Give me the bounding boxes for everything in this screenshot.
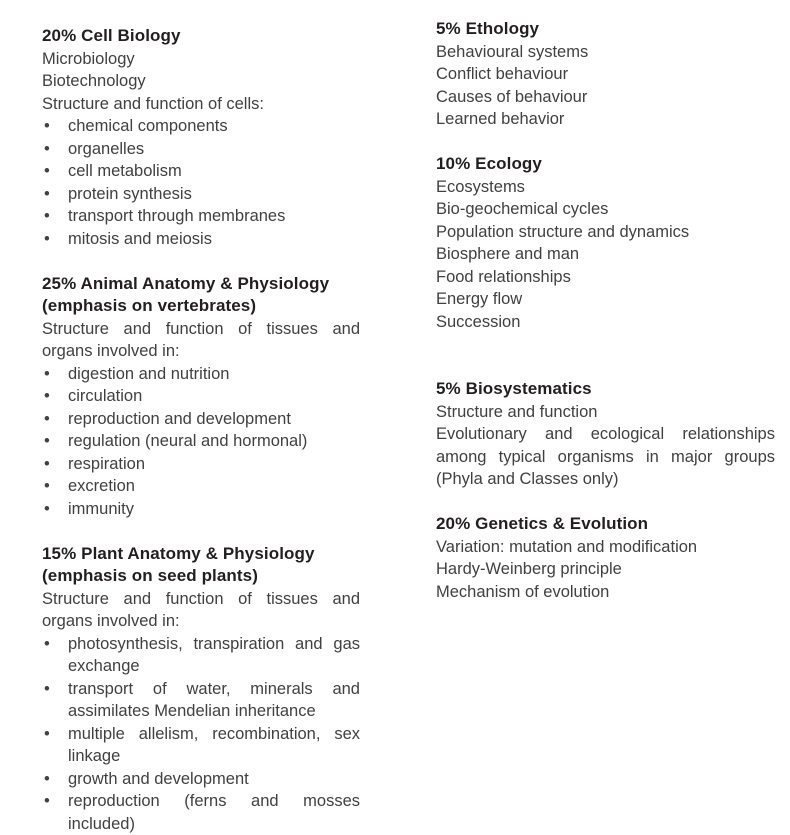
section-heading: 10% Ecology	[436, 154, 542, 173]
text-line: growth and development	[68, 769, 249, 788]
bullet-item	[42, 160, 360, 183]
item-lines	[68, 453, 360, 476]
item-lines	[436, 581, 775, 604]
topic-section	[436, 18, 775, 131]
text-item	[436, 108, 775, 131]
text-line: Learned behavior	[436, 110, 565, 128]
text-line: linkage	[68, 747, 121, 765]
text-line: multiple allelism, recombination, sex	[68, 724, 360, 743]
bullet-icon: •	[44, 364, 50, 383]
text-item	[436, 198, 775, 221]
item-lines	[436, 243, 775, 266]
text-line: among typical organisms in major groups	[436, 447, 775, 466]
item-lines	[42, 318, 360, 363]
text-line: organs involved in:	[42, 612, 180, 630]
text-line: Energy flow	[436, 290, 523, 308]
item-lines	[42, 48, 360, 71]
text-item	[436, 288, 775, 311]
text-line: Conflict behaviour	[436, 65, 569, 83]
item-lines	[68, 430, 360, 453]
item-lines	[436, 558, 775, 581]
bullet-item	[42, 385, 360, 408]
bullet-icon: •	[44, 477, 50, 495]
text-line: Population structure and dynamics	[436, 222, 690, 241]
topic-section	[42, 273, 360, 521]
text-line: Biosphere and man	[436, 245, 580, 263]
section-heading: 5% Ethology	[436, 19, 540, 38]
item-lines	[68, 678, 360, 723]
bullet-item	[42, 790, 360, 835]
text-line: Structure and function of cells:	[42, 94, 264, 113]
text-line: Evolutionary and ecological relationships	[436, 425, 775, 443]
text-line: assimilates Mendelian inheritance	[68, 702, 316, 720]
bullet-icon: •	[44, 679, 50, 698]
bullet-icon: •	[44, 387, 50, 405]
text-line: organs involved in:	[42, 342, 180, 360]
bullet-item	[42, 408, 360, 431]
item-lines	[68, 228, 360, 251]
bullet-icon: •	[44, 724, 50, 743]
text-line: Food relationships	[436, 267, 571, 286]
item-lines	[68, 475, 360, 498]
text-item	[42, 318, 360, 363]
bullet-item	[42, 115, 360, 138]
item-lines	[68, 723, 360, 768]
section-heading: 20% Genetics & Evolution	[436, 514, 649, 533]
topic-section	[436, 153, 775, 333]
bullet-icon: •	[44, 162, 50, 180]
item-lines	[68, 408, 360, 431]
bullet-icon: •	[44, 229, 50, 248]
item-lines	[68, 160, 360, 183]
text-line: Bio-geochemical cycles	[436, 200, 609, 218]
item-lines	[436, 108, 775, 131]
text-line: Microbiology	[42, 49, 135, 68]
text-item	[42, 70, 360, 93]
text-item	[436, 401, 775, 424]
item-lines	[436, 41, 775, 64]
item-lines	[436, 266, 775, 289]
bullet-icon: •	[44, 432, 50, 450]
bullet-icon: •	[44, 634, 50, 653]
text-item	[42, 93, 360, 116]
bullet-icon: •	[44, 409, 50, 428]
item-lines	[68, 768, 360, 791]
text-line: Variation: mutation and modification	[436, 537, 698, 556]
bullet-item	[42, 205, 360, 228]
text-line: exchange	[68, 657, 140, 675]
text-line: included)	[68, 814, 135, 833]
text-item	[436, 176, 775, 199]
text-line: Hardy-Weinberg principle	[436, 560, 622, 578]
item-lines	[436, 221, 775, 244]
text-line: reproduction (ferns and mosses	[68, 792, 360, 810]
section-heading: (emphasis on vertebrates)	[42, 296, 257, 315]
bullet-icon: •	[44, 792, 50, 810]
bullet-item	[42, 430, 360, 453]
bullet-icon: •	[44, 117, 50, 135]
text-line: immunity	[68, 499, 135, 518]
bullet-item	[42, 768, 360, 791]
text-line: Causes of behaviour	[436, 87, 588, 106]
text-item	[42, 588, 360, 633]
item-lines	[436, 86, 775, 109]
item-lines	[42, 588, 360, 633]
item-lines	[436, 288, 775, 311]
section-heading: 25% Animal Anatomy & Physiology	[42, 273, 330, 293]
item-lines	[68, 498, 360, 521]
bullet-icon: •	[44, 454, 50, 473]
topic-section	[436, 513, 775, 603]
text-line: respiration	[68, 454, 146, 473]
text-line: protein synthesis	[68, 184, 192, 203]
item-lines	[436, 423, 775, 491]
text-item	[42, 48, 360, 71]
text-line: Mechanism of evolution	[436, 582, 610, 601]
text-item	[436, 221, 775, 244]
item-lines	[42, 70, 360, 93]
text-line: reproduction and development	[68, 409, 291, 428]
text-line: Biotechnology	[42, 72, 146, 90]
topic-section	[42, 25, 360, 250]
section-heading: 20% Cell Biology	[42, 26, 181, 45]
item-lines	[436, 311, 775, 334]
text-line: Succession	[436, 312, 521, 331]
item-lines	[68, 205, 360, 228]
topic-section	[436, 378, 775, 491]
bullet-icon: •	[44, 499, 50, 518]
section-heading: (emphasis on seed plants)	[42, 566, 258, 585]
text-line: circulation	[68, 387, 143, 405]
text-item	[436, 581, 775, 604]
item-lines	[436, 401, 775, 424]
text-line: (Phyla and Classes only)	[436, 470, 619, 488]
item-lines	[68, 385, 360, 408]
text-line: regulation (neural and hormonal)	[68, 432, 308, 450]
column-right	[436, 18, 775, 835]
text-item	[436, 41, 775, 64]
item-lines	[436, 536, 775, 559]
text-item	[436, 86, 775, 109]
column-left	[42, 18, 360, 835]
item-lines	[68, 363, 360, 386]
bullet-icon: •	[44, 207, 50, 225]
bullet-icon: •	[44, 184, 50, 203]
section-heading: 5% Biosystematics	[436, 379, 592, 398]
text-line: Structure and function of tissues and	[42, 319, 360, 338]
bullet-item	[42, 453, 360, 476]
item-lines	[42, 93, 360, 116]
text-line: Structure and function	[436, 402, 598, 421]
text-item	[436, 311, 775, 334]
text-item	[436, 243, 775, 266]
bullet-item	[42, 723, 360, 768]
text-line: excretion	[68, 477, 135, 495]
item-lines	[68, 138, 360, 161]
text-item	[436, 266, 775, 289]
item-lines	[68, 115, 360, 138]
bullet-item	[42, 183, 360, 206]
text-line: Behavioural systems	[436, 42, 589, 61]
text-item	[436, 423, 775, 491]
text-line: transport through membranes	[68, 207, 286, 225]
text-line: cell metabolism	[68, 162, 182, 180]
bullet-icon: •	[44, 769, 50, 788]
text-line: organelles	[68, 139, 145, 158]
text-item	[436, 558, 775, 581]
text-line: Ecosystems	[436, 177, 525, 196]
bullet-item	[42, 678, 360, 723]
text-line: digestion and nutrition	[68, 364, 230, 383]
text-item	[436, 63, 775, 86]
text-item	[436, 536, 775, 559]
text-line: mitosis and meiosis	[68, 229, 212, 248]
bullet-icon: •	[44, 139, 50, 158]
bullet-item	[42, 138, 360, 161]
item-lines	[436, 198, 775, 221]
item-lines	[436, 176, 775, 199]
section-heading: 15% Plant Anatomy & Physiology	[42, 543, 315, 563]
item-lines	[68, 183, 360, 206]
text-line: photosynthesis, transpiration and gas	[68, 634, 360, 653]
item-lines	[68, 790, 360, 835]
item-lines	[68, 633, 360, 678]
text-line: Structure and function of tissues and	[42, 589, 360, 608]
bullet-item	[42, 475, 360, 498]
bullet-item	[42, 633, 360, 678]
text-line: transport of water, minerals and	[68, 679, 360, 698]
topic-section	[42, 543, 360, 835]
item-lines	[436, 63, 775, 86]
bullet-item	[42, 498, 360, 521]
bullet-item	[42, 228, 360, 251]
text-line: chemical components	[68, 117, 228, 135]
bullet-item	[42, 363, 360, 386]
